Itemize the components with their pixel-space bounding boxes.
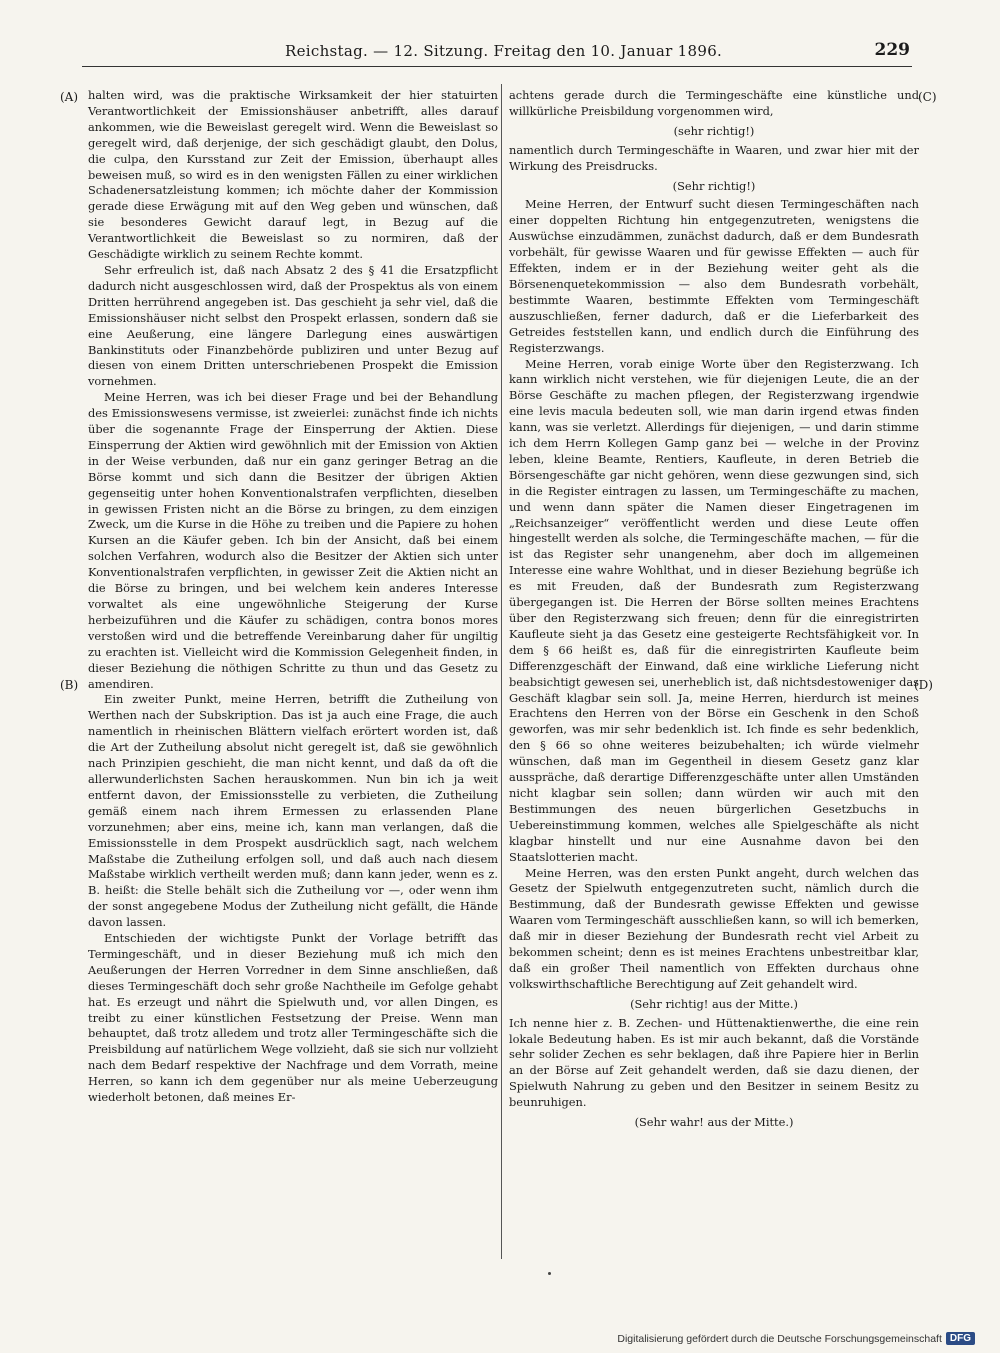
paragraph: achtens gerade durch die Termingeschäfte eine künstliche und willkürliche Preisbildung vorgenommen wird, — [509, 88, 919, 118]
column-divider — [501, 84, 502, 1259]
paragraph: Sehr erfreulich ist, daß nach Absatz 2 des § 41 die Ersatzpflicht dadurch nicht ausgeschlossen wird, daß der Prospektus als von einem Dritten herrührend angegeben ist. Das geschieht ja sehr viel, daß die Emissionshäuser nicht selbst den Prospekt erlassen, sondern daß sie eine Aeußerung, eine längere Darlegung eines auswärtigen Bankinstituts oder Finanzbehörde publiziren und unter Bezug auf diesen von einem Dritten unterschriebenen Prospekt die Emission vornehmen. — [88, 262, 498, 389]
header-rule — [82, 66, 912, 67]
dfg-logo-icon: DFG — [946, 1332, 975, 1345]
footer-credit: Digitalisierung gefördert durch die Deutsche Forschungsgemeinschaft — [617, 1332, 942, 1345]
left-column — [88, 88, 498, 1106]
footer — [617, 1332, 975, 1345]
paragraph: Meine Herren, der Entwurf sucht diesen Termingeschäften nach einer doppelten Richtung hin entgegenzutreten, wenigstens die Auswüchse einzudämmen, zunächst dadurch, daß er dem Bundesrath vorbehält, für gewisse Waaren und für gewisse Effekten — auch für Effekten, indem er in der Beziehung weiter geht als die Börsenenquetekommission — also dem Bundesrath vorbehält, bestimmte Waaren, bestimmte Effekten vom Termingeschäft auszuschließen, ferner dadurch, daß er die Lieferbarkeit des Getreides feststellen kann, und endlich durch die Einführung des Registerzwangs. — [509, 197, 919, 355]
paragraph: Meine Herren, vorab einige Worte über den Registerzwang. Ich kann wirklich nicht verstehen, wie für diejenigen Leute, die an der Börse Geschäfte zu machen pflegen, der Registerzwang irgendwie eine levis macula bedeuten soll, wie man darin irgend etwas finden kann, was sie verletzt. Allerdings für diejenigen, — und darin stimme ich dem Herrn Kollegen Gamp ganz bei — welche in der Provinz leben, kleine Beamte, Rentiers, Kaufleute, in deren Betrieb die Börsengeschäfte gar nicht gehören, wenn diese gezwungen sind, sich in die Register eintragen zu lassen, um Termingeschäfte zu machen, und wenn dann später die Namen dieser Eingetragenen im „Reichsanzeiger“ veröffentlicht werden und diese Leute offen hingestellt werden als solche, die Termingeschäfte machen, — für die ist das Register sehr unangenehm, aber doch im allgemeinen Interesse eine wahre Wohlthat, und in dieser Beziehung begrüße ich es mit Freuden, daß der Bundesrath zum Registerzwang übergegangen ist. Die Herren der Börse sollten meines Erachtens über den Registerzwang sich freuen; denn für die einregistrirten Kaufleute sieht ja das Gesetz eine gesteigerte Rechtsfähigkeit vor. In dem § 66 heißt es, daß für die einregistrirten Kaufleute beim Differenzgeschäft der Einwand, daß eine wirkliche Lieferung nicht beabsichtigt gewesen sei, unerheblich ist, daß nichtsdestoweniger das Geschäft klagbar sein soll. Ja, meine Herren, hierdurch ist meines Erachtens den Herren von der Börse ein Geschenk in den Schoß geworfen, was mir sehr bedenklich ist. Ich finde es sehr bedenklich, den § 66 so ohne weiteres beizubehalten; ich würde vielmehr wünschen, daß man im Gegentheil in diesem Gesetz ganz klar ausspräche, daß derartige Differenzgeschäfte unter allen Umständen nicht klagbar sein sollen; dann würden wir auch mit den Bestimmungen des neuen bürgerlichen Gesetzbuchs in Uebereinstimmung kommen, welches alle Spielgeschäfte als nicht klagbar hinstellt und nur eine Ausnahme davon bei den Staatslotterien macht. — [509, 356, 919, 864]
right-column — [509, 88, 919, 1134]
interjection: (Sehr richtig! aus der Mitte.) — [630, 996, 798, 1011]
margin-mark-b: (B) — [60, 678, 79, 692]
margin-mark-a: (A) — [60, 90, 79, 104]
ink-dot — [548, 1272, 551, 1275]
margin-mark-c: (C) — [918, 90, 937, 104]
page-header — [0, 38, 1000, 66]
paragraph: halten wird, was die praktische Wirksamkeit der hier statuirten Verantwortlichkeit der Emissionshäuser anbetrifft, alles darauf ankommen, wie die Beweislast geregelt wird. Wenn die Beweislast so geregelt wird, daß derjenige, der sich geschädigt glaubt, den Dolus, die culpa, den Kursstand zur Zeit der Emission, überhaupt alles beweisen muß, so wird es in den wenigsten Fällen zu einer wirklichen Schadenersatzleistung kommen; ich möchte daher der Kommission gerade diese Erwägung mit auf den Weg geben und wünschen, daß sie besonderes Gewicht darauf legt, in Bezug auf die Verantwortlichkeit die Beweislast so zu normiren, daß der Geschädigte wirklich zu seinem Rechte kommt. — [88, 88, 498, 262]
interjection: (sehr richtig!) — [673, 123, 755, 138]
paragraph: namentlich durch Termingeschäfte in Waaren, und zwar hier mit der Wirkung des Preisdrucks. — [509, 142, 919, 173]
running-title: Reichstag. — 12. Sitzung. Freitag den 10. Januar 1896. — [285, 42, 723, 60]
paragraph: Ein zweiter Punkt, meine Herren, betrifft die Zutheilung von Werthen nach der Subskription. Das ist ja auch eine Frage, die auch namentlich in rheinischen Blättern vielfach erörtert worden ist, daß die Art der Zutheilung absolut nicht geregelt ist, daß sie gewöhnlich nach Prinzipien geschieht, die man nicht kennt, und daß da oft die allerwunderlichsten Sachen herauskommen. Nun bin ich ja weit entfernt davon, der Emissionsstelle zu verbieten, die Zutheilung gemäß einem nach ihrem Ermessen zu erlassenden Plane vorzunehmen; aber eins, meine ich, kann man verlangen, daß die Emissionsstelle in dem Prospekt ausdrücklich sagt, nach welchem Maßstabe die Zutheilung erfolgen soll, und daß auch nach diesem Maßstabe wirklich vertheilt werden muß; dann kann jeder, wenn es z. B. heißt: die Stelle behält sich die Zutheilung vor —, oder wenn ihm der sonst angegebene Modus der Zutheilung nicht gefällt, die Hände davon lassen. — [88, 692, 498, 930]
interjection: (Sehr richtig!) — [672, 178, 756, 193]
paragraph: Ich nenne hier z. B. Zechen- und Hüttenaktienwerthe, die eine rein lokale Bedeutung haben. Es ist mir auch bekannt, daß die Vorstände sehr solider Zechen es sehr beklagen, daß ihre Papiere hier in Berlin an der Börse auf Zeit gehandelt werden, daß sie dazu dienen, der Spielwuth Nahrung zu geben und den Besitzer in seinem Besitz zu beunruhigen. — [509, 1015, 919, 1110]
page-number: 229 — [874, 40, 910, 60]
paragraph: Meine Herren, was den ersten Punkt angeht, durch welchen das Gesetz der Spielwuth entgegenzutreten sucht, nämlich durch die Bestimmung, daß der Bundesrath gewisse Effekten und gewisse Waaren vom Termingeschäft ausschließen kann, so will ich bemerken, daß mir in dieser Beziehung der Bundesrath recht viel Arbeit zu bekommen scheint; denn es ist meines Erachtens unbestreitbar klar, daß ein großer Theil namentlich von Effekten durchaus ohne volkswirthschaftliche Berechtigung auf Zeit gehandelt wird. — [509, 865, 919, 991]
paragraph: Entschieden der wichtigste Punkt der Vorlage betrifft das Termingeschäft, und in dieser Beziehung muß ich mich den Aeußerungen der Herren Vorredner in dem Sinne anschließen, daß dieses Termingeschäft doch sehr große Nachtheile im Gefolge gehabt hat. Es erzeugt und nährt die Spielwuth und, vor allen Dingen, es treibt zu einer künstlichen Festsetzung der Preise. Wenn man behauptet, daß trotz alledem und trotz aller Termingeschäfte sich die Preisbildung auf natürlichem Wege vollzieht, daß sie sich nur vollzieht nach dem Bedarf respektive der Nachfrage und dem Vorrath, meine Herren, so kann ich dem gegenüber nur als meine Ueberzeugung wiederholt betonen, daß meines Er- — [88, 931, 498, 1105]
paragraph: Meine Herren, was ich bei dieser Frage und bei der Behandlung des Emissionswesens vermisse, ist zweierlei: zunächst finde ich nichts über die sogenannte Frage der Einsperrung der Aktien. Diese Einsperrung der Aktien wird gewöhnlich mit der Emission von Aktien in der Weise verbunden, daß nur ein ganz geringer Betrag an die Börse kommt und sich dann die Besitzer der übrigen Aktien gegenseitig unter hohen Konventionalstrafen verpflichten, dieselben in gewissen Fristen nicht an die Börse zu bringen, zu dem einzigen Zweck, um die Kurse in die Höhe zu treiben und die Papiere zu hohen Kursen an die Käufer geben. Ich bin der Ansicht, daß bei einem solchen Verfahren, wodurch also die Besitzer der Aktien sich unter Konventionalstrafen verpflichten, in gewisser Zeit die Aktien nicht an die Börse zu bringen, und bei welchem kein anderes Interesse vorwaltet als eine ungewöhnliche Steigerung der Kurse herbeizuführen und die Käufer zu schädigen, contra bonos mores verstoßen wird und die betreffende Vereinbarung daher für ungiltig zu erachten ist. Vielleicht wird die Kommission Gelegenheit finden, in dieser Beziehung die nöthigen Schritte zu thun und das Gesetz zu amendiren. — [88, 390, 498, 691]
margin-mark-d: (D) — [914, 678, 933, 692]
interjection: (Sehr wahr! aus der Mitte.) — [634, 1115, 794, 1130]
